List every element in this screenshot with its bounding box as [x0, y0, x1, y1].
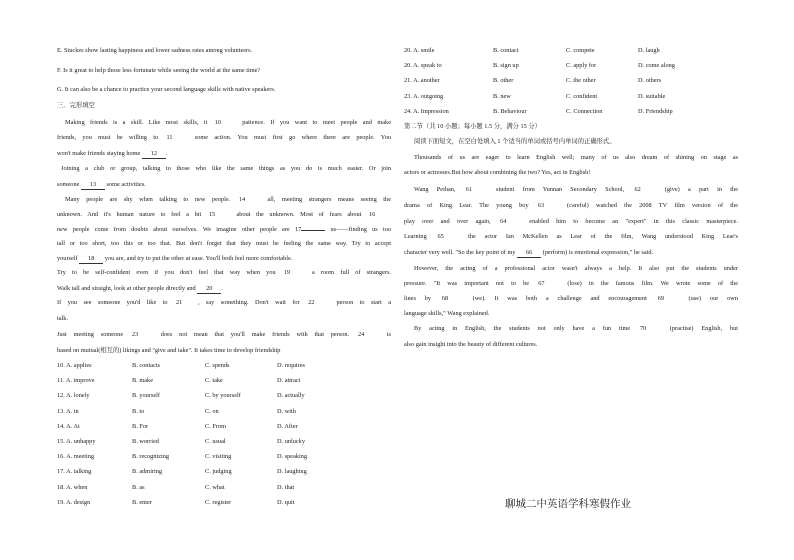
answer-option: D. laughing: [277, 468, 307, 476]
answer-option: B. new: [493, 92, 511, 100]
answer-blank[interactable]: 69: [656, 294, 680, 303]
option-g: G. It can also be a chance to practice your second language skills with native speakers.: [57, 86, 276, 93]
answer-option: B. make: [132, 377, 153, 385]
passage-text: a room full of strangers.: [305, 269, 391, 276]
answer-option: B. enter: [132, 498, 152, 506]
footer-title: 聊城二中英语学科寒假作业: [505, 498, 631, 510]
answer-option: B. yourself: [132, 392, 160, 400]
answer-option: C. take: [205, 377, 223, 385]
passage-line: [57, 180, 146, 190]
passage-line: [404, 279, 738, 288]
passage-text: won't make friends staying home: [57, 150, 142, 157]
answer-option: D. speaking: [277, 453, 308, 461]
passage-line: [57, 210, 391, 219]
answer-blank[interactable]: 14: [237, 195, 261, 204]
passage-line: [65, 195, 391, 204]
passage-text: language skills," Wang explained.: [404, 310, 490, 317]
answer-option: C. on: [205, 407, 219, 415]
answer-blank[interactable]: 63: [536, 201, 560, 210]
passage-text: person to start a: [330, 299, 391, 306]
answer-blank[interactable]: 21: [174, 298, 198, 307]
answer-option: B. worried: [132, 438, 159, 445]
passage-line: [57, 239, 391, 248]
passage-text: yourself: [57, 255, 80, 262]
answer-option: B. other: [493, 77, 514, 85]
passage-text: Thousands of us are eager to learn English well; many of us also dream of shining on stage as: [414, 154, 738, 161]
question-option-a: 18. A. when: [57, 483, 88, 491]
answer-blank[interactable]: 10: [213, 118, 237, 127]
answer-option: B. contacts: [132, 362, 160, 369]
passage-line: [414, 264, 738, 273]
answer-option: D. suitable: [638, 92, 666, 100]
passage-text: Wang Peihan,: [414, 186, 464, 193]
answer-blank[interactable]: 15: [207, 210, 231, 219]
answer-blank[interactable]: 11: [164, 133, 188, 142]
passage-text: some activities.: [104, 181, 146, 188]
passage-text: (we). It was both a challenge and encouragement: [463, 295, 656, 302]
option-f: F. Is it great to help those less fortunate while seeing the world at the same time?: [57, 67, 261, 74]
answer-blank[interactable]: 24: [356, 330, 380, 339]
passage-text: pressure. "It was important not to be: [404, 280, 537, 287]
section-heading: 第二节（共 10 小题；每小题 1.5 分，满分 15 分）: [404, 123, 541, 130]
passage-text: Try to be self-confident even if you don't feel that way when you: [57, 269, 282, 276]
passage-text: Many people are shy when talking to new people.: [65, 196, 237, 203]
passage-text: .: [221, 285, 223, 292]
passage-line: [57, 268, 391, 277]
answer-option: B. Behaviour: [493, 107, 527, 115]
question-option-a: 21. A. another: [404, 77, 440, 85]
answer-option: D. actually: [277, 392, 305, 400]
passage-text: some action. You must first go where there are people. You: [188, 134, 391, 141]
answer-option: C. judging: [205, 468, 232, 476]
answer-option: D. Friendship: [638, 107, 673, 115]
passage-line: [404, 217, 738, 226]
answer-option: B. admiring: [132, 468, 163, 476]
answer-blank[interactable]: 16: [367, 210, 391, 219]
answer-option: D. with: [277, 407, 296, 415]
passage-text: friends, you must be willing to: [57, 134, 165, 141]
passage-line: [57, 225, 391, 234]
answer-blank[interactable]: 66: [517, 248, 541, 258]
section-title: 三．完形填空: [57, 102, 95, 109]
answer-option: B. For: [132, 422, 149, 430]
passage-text: .: [165, 150, 168, 157]
passage-text: By acting in English, the students not only have a fun time: [414, 325, 638, 332]
answer-option: C. usual: [205, 438, 226, 445]
answer-option: C. register: [205, 498, 232, 506]
passage-text: does not mean that you'll make friends with that person.: [153, 331, 356, 338]
question-option-a: 12. A. lonely: [57, 392, 90, 400]
passage-line: [404, 340, 537, 349]
answer-option: D. attract: [277, 377, 301, 385]
answer-blank[interactable]: 67: [536, 279, 560, 288]
passage-text: talk.: [57, 315, 69, 322]
answer-option: C. compete: [566, 47, 595, 54]
question-option-a: 23. A. outgoing: [404, 92, 444, 100]
passage-text: unknown. And it's human nature to feel a bit: [57, 211, 207, 218]
passage-line: [404, 309, 489, 318]
passage-line: [65, 118, 391, 127]
question-option-a: 24. A. Impression: [404, 107, 449, 115]
question-option-a: 20. A. speak to: [404, 62, 442, 70]
passage-line: [57, 284, 223, 294]
passage-line: [404, 294, 738, 303]
passage-line: [57, 314, 68, 323]
passage-text: based on mutual(相互的) likings and "give and take". It takes time to develop friendship: [57, 347, 281, 354]
answer-option: D. others: [638, 77, 662, 85]
passage-text: all, meeting strangers means seeing the: [260, 196, 391, 203]
passage-line: [414, 153, 738, 162]
passage-line: [404, 248, 653, 258]
passage-text: the actor Ian McKellen as Lear of the film, Wang understood King Lear's: [459, 233, 738, 240]
answer-option: C. visiting: [205, 453, 232, 461]
answer-blank[interactable]: 65: [435, 232, 459, 241]
passage-text: enabled him to become an "expert" in this classic masterpiece.: [521, 218, 738, 225]
answer-blank[interactable]: 62: [632, 185, 656, 194]
answer-blank[interactable]: 18: [79, 254, 103, 264]
passage-text: (give) a part in the: [656, 186, 738, 193]
question-option-a: 20. A. smile: [404, 47, 435, 54]
answer-option: D. requires: [277, 362, 305, 369]
passage-line: [61, 164, 391, 173]
passage-line: [404, 201, 738, 210]
passage-text: character very well. "So the key point of my: [404, 249, 518, 256]
question-option-a: 17. A. talking: [57, 468, 92, 476]
answer-blank[interactable]: 70: [638, 324, 662, 333]
answer-option: B. sign up: [493, 62, 519, 70]
passage-text: Learning: [404, 233, 436, 240]
passage-line: [404, 168, 590, 177]
passage-text: (careful) watched the 2008 TV film version of the: [559, 202, 738, 209]
answer-blank[interactable]: 22: [306, 298, 330, 307]
question-option-a: 11. A. improve: [57, 377, 95, 385]
answer-option: C. apply for: [566, 62, 597, 70]
answer-option: D. that: [277, 483, 295, 491]
passage-text: about the unknown. Most of fears about: [230, 211, 367, 218]
answer-blank[interactable]: 68: [440, 294, 464, 303]
passage-text: Just meeting someone: [57, 331, 130, 338]
passage-line: [57, 346, 280, 355]
passage-text: (use) our own: [679, 295, 738, 302]
passage-text: also gain insight into the beauty of different cultures.: [404, 341, 538, 348]
passage-text: us——finding us too: [325, 226, 391, 233]
passage-line: [404, 232, 738, 241]
answer-option: C. by yourself: [205, 392, 241, 400]
passage-text: (lose) in the famous film. We wrote some of the: [560, 280, 738, 287]
passage-line: [414, 324, 738, 333]
answer-blank[interactable]: 64: [498, 217, 522, 226]
passage-text: (perform) is emotional expression," he said.: [541, 249, 654, 256]
answer-option: D. quit: [277, 498, 295, 506]
passage-text: actors or actresses.But how about combining the two? Yes, act in English!: [404, 169, 591, 176]
answer-blank[interactable]: 20: [197, 284, 221, 294]
answer-option: C. Connection: [566, 107, 603, 115]
option-e: E. Stuckes show lasting happiness and lower sadness rates among volunteers.: [57, 47, 253, 54]
answer-blank[interactable]: [301, 230, 325, 231]
answer-option: C. the other: [566, 77, 596, 85]
passage-text: Walk tall and straight, look at other people directly and: [57, 285, 198, 292]
passage-text: you are, and try to put the other at ease. You'll both feel more comfortable.: [103, 255, 293, 262]
answer-option: B. contact: [493, 47, 519, 54]
passage-text: Making friends is a skill. Like most skills, it: [65, 119, 213, 126]
question-option-a: 19. A. design: [57, 498, 91, 506]
passage-line: [57, 149, 167, 159]
answer-blank[interactable]: 13: [81, 180, 105, 190]
answer-option: D. laugh: [638, 47, 660, 54]
question-option-a: 13. A. in: [57, 407, 79, 415]
answer-option: B. as: [132, 483, 145, 491]
passage-text: tall or too short, too this or too that. But don't forget that they must be feeling the same way. Try to accept: [57, 240, 391, 247]
answer-option: D. come along: [638, 62, 675, 70]
passage-text: If you see someone you'd like to: [57, 299, 174, 306]
question-option-a: 15. A. unhappy: [57, 438, 96, 445]
answer-option: C. From: [205, 422, 226, 430]
answer-blank[interactable]: 61: [464, 185, 488, 194]
answer-option: B. recognizing: [132, 453, 170, 461]
answer-blank[interactable]: 23: [130, 330, 154, 339]
answer-option: B. to: [132, 407, 145, 415]
passage-line: [57, 330, 391, 339]
passage-text: lines by: [404, 295, 440, 302]
question-option-a: 10. A. applies: [57, 362, 92, 369]
passage-text: Joining a club or group, talking to those who like the same things as you do is much easier. Or join: [61, 165, 391, 172]
answer-option: C. what: [205, 483, 225, 491]
answer-blank[interactable]: 12: [142, 149, 166, 159]
passage-text: is: [379, 331, 391, 338]
instruction: 阅读下面短文，在空白处填入 1 个适当的单词或括号内单词的正确形式。: [414, 138, 616, 145]
passage-text: , say something. Don't wait for: [197, 299, 307, 306]
answer-option: D. After: [277, 422, 298, 430]
answer-option: D. unlucky: [277, 438, 305, 445]
passage-text: (practise) English, but: [661, 325, 738, 332]
passage-line: [57, 133, 391, 142]
passage-text: play over and over again,: [404, 218, 498, 225]
passage-text: However, the acting of a professional actor wasn't always a help. It also put the students under: [414, 265, 738, 272]
question-option-a: 14. A. At: [57, 422, 80, 430]
answer-blank[interactable]: 19: [282, 268, 306, 277]
passage-text: someone: [57, 181, 81, 188]
question-option-a: 16. A. meeting: [57, 453, 95, 461]
passage-line: [57, 254, 292, 264]
passage-text: patience. If you want to meet people and make: [236, 119, 391, 126]
passage-line: [414, 185, 738, 194]
passage-line: [57, 298, 391, 307]
passage-text: drama of King Lear. The young boy: [404, 202, 536, 209]
passage-text: new people come from doubts about ourselves. We imagine other people are 17: [57, 226, 302, 233]
passage-text: student from Yunnan Secondary School,: [487, 186, 633, 193]
answer-option: C. spends: [205, 362, 230, 369]
answer-option: C. confident: [566, 92, 598, 100]
